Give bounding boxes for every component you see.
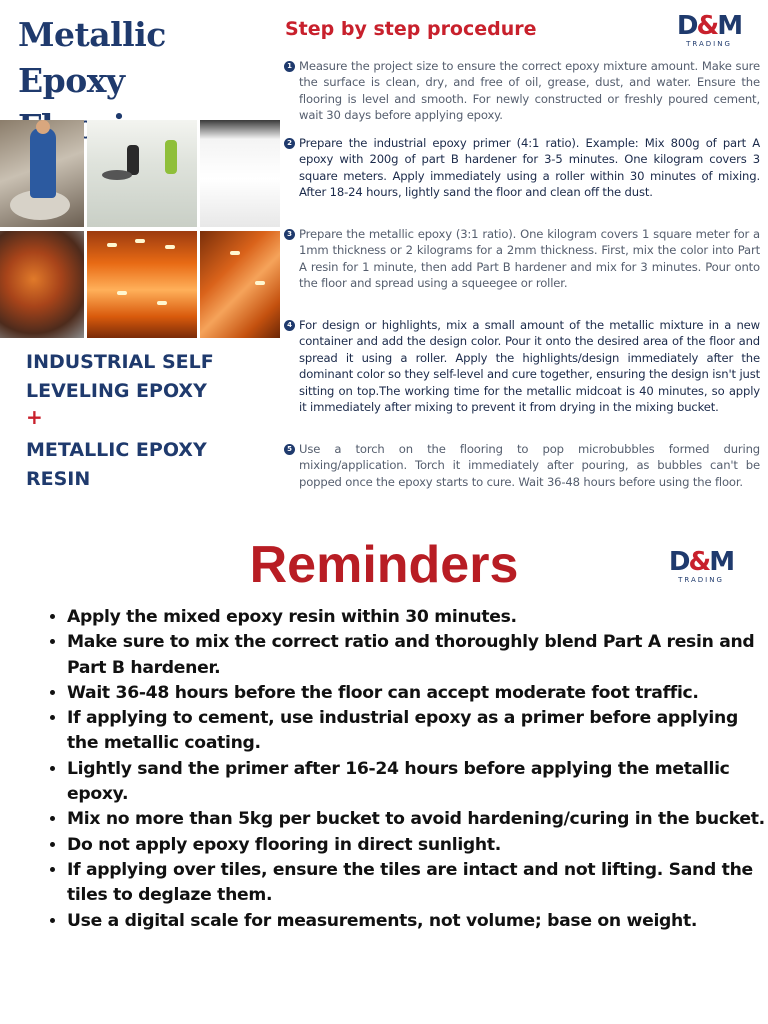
glossy-white-floor-photo xyxy=(200,120,280,227)
step-text: For design or highlights, mix a small amount of the metallic mixture in a new container and add the design color. Pour it onto the desired area of the floor and spread it using a roller. Apply the highlights/design immediately after the dominant color so they self-level and cure together, ensuring the design isn't just sitting on top.The working time for the metallic midcoat is 40 minutes, so apply it immediately after mixing to prevent it from drying in the mixing bucket. xyxy=(299,318,760,415)
step-number-icon: 1 xyxy=(284,61,295,72)
step-item xyxy=(284,58,760,135)
brand-logo xyxy=(664,548,738,588)
step-item xyxy=(284,135,760,226)
step-text: Prepare the metallic epoxy (3:1 ratio). One kilogram covers 1 square meter for a 1mm thickness or 2 kilograms for a 2mm thickness. First, mix the color into Part A resin for 1 minute, then add Part B hardener and mix for 3 minutes. Pour onto the floor and spread using a squeegee or roller. xyxy=(299,227,760,291)
product-line-1: INDUSTRIAL SELF LEVELING EPOXY xyxy=(26,351,214,402)
reminder-item: • Apply the mixed epoxy resin within 30 minutes. xyxy=(67,605,767,630)
step-number-icon: 5 xyxy=(284,444,295,455)
step-item xyxy=(284,226,760,317)
step-number-icon: 3 xyxy=(284,229,295,240)
logo-tagline: TRADING xyxy=(678,576,724,584)
product-line-2: METALLIC EPOXY RESIN xyxy=(26,439,207,490)
step-number-icon: 2 xyxy=(284,138,295,149)
plus-sign: + xyxy=(26,405,43,429)
page-title: Metallic Epoxy xyxy=(18,15,166,100)
reminder-item: • If applying over tiles, ensure the tiles are intact and not lifting. Sand the tiles to deglaze them. xyxy=(67,858,767,909)
steps-heading: Step by step procedure xyxy=(285,18,537,40)
orange-metallic-hall-photo xyxy=(87,231,197,338)
step-item xyxy=(284,317,760,441)
pouring-orange-epoxy-photo xyxy=(0,231,84,338)
step-text: Use a torch on the flooring to pop microbubbles formed during mixing/application. Torch it immediately after pouring, as bubbles can't be popped once the epoxy starts to cure. Wait 36-48 hours before using the floor. xyxy=(299,442,760,489)
orange-metallic-floor-photo xyxy=(200,231,280,338)
reminder-item: • Mix no more than 5kg per bucket to avoid hardening/curing in the bucket. xyxy=(67,807,767,832)
reminder-item: • Use a digital scale for measurements, not volume; base on weight. xyxy=(67,909,767,934)
step-number-icon: 4 xyxy=(284,320,295,331)
reminder-item: • Do not apply epoxy flooring in direct sunlight. xyxy=(67,833,767,858)
logo-mark: D&M xyxy=(668,547,734,577)
workers-coating-floor-photo xyxy=(87,120,197,227)
step-text: Measure the project size to ensure the correct epoxy mixture amount. Make sure the surface is clean, dry, and free of oil, grease, dust, and water. Ensure the flooring is level and smooth. For newly constructed or freshly poured cement, wait 30 days before applying epoxy. xyxy=(299,59,760,123)
reminders-list xyxy=(36,605,767,934)
logo-mark: D&M xyxy=(676,11,742,41)
reminder-item: • Wait 36-48 hours before the floor can accept moderate foot traffic. xyxy=(67,681,767,706)
brand-logo xyxy=(672,12,746,52)
reminder-item: • Make sure to mix the correct ratio and thoroughly blend Part A resin and Part B hardener. xyxy=(67,630,767,681)
photo-collage xyxy=(0,120,281,338)
reminders-title: Reminders xyxy=(249,536,519,594)
procedure-steps xyxy=(284,58,760,511)
step-item xyxy=(284,441,760,511)
reminder-item: • Lightly sand the primer after 16-24 hours before applying the metallic epoxy. xyxy=(67,757,767,808)
reminder-item: • If applying to cement, use industrial epoxy as a primer before applying the metallic coating. xyxy=(67,706,767,757)
worker-pouring-epoxy-photo xyxy=(0,120,84,227)
logo-tagline: TRADING xyxy=(686,40,732,48)
step-text: Prepare the industrial epoxy primer (4:1 ratio). Example: Mix 800g of part A epoxy with 200g of part B hardener for 3-5 minutes. One kilogram covers 3 square meters. Apply immediately using a roller within 30 minutes of mixing. After 18-24 hours, lightly sand the floor and clean off the dust. xyxy=(299,136,760,200)
